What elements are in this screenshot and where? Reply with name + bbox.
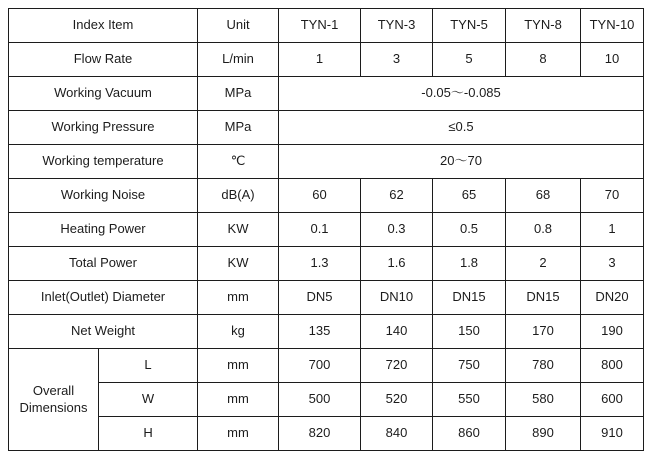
table-row	[9, 77, 644, 111]
unit-cell: mm	[198, 417, 279, 451]
value-cell: 60	[279, 179, 361, 213]
value-cell: 190	[581, 315, 644, 349]
unit-cell: mm	[198, 281, 279, 315]
value-cell: DN10	[361, 281, 433, 315]
spec-table	[8, 8, 644, 451]
header-model-tyn-8: TYN-8	[506, 9, 581, 43]
value-cell: 1.8	[433, 247, 506, 281]
table-row	[9, 417, 644, 451]
header-model-tyn-5: TYN-5	[433, 9, 506, 43]
value-cell: 70	[581, 179, 644, 213]
item-cell: Working temperature	[9, 145, 198, 179]
value-cell: DN15	[433, 281, 506, 315]
value-cell: 2	[506, 247, 581, 281]
value-cell: 3	[361, 43, 433, 77]
dimension-cell: H	[99, 417, 198, 451]
value-cell: 500	[279, 383, 361, 417]
merged-value-cell: ≤0.5	[279, 111, 644, 145]
dimension-cell: W	[99, 383, 198, 417]
table-row	[9, 145, 644, 179]
item-cell: Total Power	[9, 247, 198, 281]
header-unit: Unit	[198, 9, 279, 43]
table-row	[9, 247, 644, 281]
item-cell: Working Vacuum	[9, 77, 198, 111]
header-index-item: Index Item	[9, 9, 198, 43]
item-cell: Heating Power	[9, 213, 198, 247]
item-cell: Net Weight	[9, 315, 198, 349]
value-cell: 840	[361, 417, 433, 451]
value-cell: 720	[361, 349, 433, 383]
value-cell: 750	[433, 349, 506, 383]
value-cell: 780	[506, 349, 581, 383]
value-cell: DN5	[279, 281, 361, 315]
unit-cell: L/min	[198, 43, 279, 77]
value-cell: 0.1	[279, 213, 361, 247]
table-row	[9, 179, 644, 213]
value-cell: 170	[506, 315, 581, 349]
header-row	[9, 9, 644, 43]
unit-cell: MPa	[198, 77, 279, 111]
value-cell: DN20	[581, 281, 644, 315]
value-cell: 550	[433, 383, 506, 417]
table-row	[9, 349, 644, 383]
value-cell: 0.8	[506, 213, 581, 247]
value-cell: 580	[506, 383, 581, 417]
table-row	[9, 43, 644, 77]
value-cell: 1.6	[361, 247, 433, 281]
header-model-tyn-3: TYN-3	[361, 9, 433, 43]
value-cell: 135	[279, 315, 361, 349]
value-cell: 5	[433, 43, 506, 77]
value-cell: 140	[361, 315, 433, 349]
table-row	[9, 111, 644, 145]
value-cell: 62	[361, 179, 433, 213]
value-cell: 700	[279, 349, 361, 383]
value-cell: 800	[581, 349, 644, 383]
value-cell: 1	[279, 43, 361, 77]
value-cell: 600	[581, 383, 644, 417]
value-cell: 3	[581, 247, 644, 281]
table-row	[9, 281, 644, 315]
value-cell: 890	[506, 417, 581, 451]
unit-cell: kg	[198, 315, 279, 349]
merged-value-cell: 20～70	[279, 145, 644, 179]
value-cell: DN15	[506, 281, 581, 315]
unit-cell: MPa	[198, 111, 279, 145]
unit-cell: mm	[198, 349, 279, 383]
value-cell: 910	[581, 417, 644, 451]
merged-value-cell: -0.05～-0.085	[279, 77, 644, 111]
value-cell: 150	[433, 315, 506, 349]
header-model-tyn-1: TYN-1	[279, 9, 361, 43]
value-cell: 0.5	[433, 213, 506, 247]
value-cell: 65	[433, 179, 506, 213]
item-cell: Working Noise	[9, 179, 198, 213]
item-cell: Flow Rate	[9, 43, 198, 77]
table-row	[9, 383, 644, 417]
dimension-cell: L	[99, 349, 198, 383]
unit-cell: dB(A)	[198, 179, 279, 213]
value-cell: 1	[581, 213, 644, 247]
value-cell: 8	[506, 43, 581, 77]
value-cell: 1.3	[279, 247, 361, 281]
value-cell: 10	[581, 43, 644, 77]
table-row	[9, 213, 644, 247]
table-row	[9, 315, 644, 349]
value-cell: 860	[433, 417, 506, 451]
unit-cell: mm	[198, 383, 279, 417]
unit-cell: ℃	[198, 145, 279, 179]
unit-cell: KW	[198, 213, 279, 247]
item-cell: Working Pressure	[9, 111, 198, 145]
unit-cell: KW	[198, 247, 279, 281]
value-cell: 0.3	[361, 213, 433, 247]
item-cell: Inlet(Outlet) Diameter	[9, 281, 198, 315]
value-cell: 68	[506, 179, 581, 213]
value-cell: 820	[279, 417, 361, 451]
header-model-tyn-10: TYN-10	[581, 9, 644, 43]
overall-dimensions-label: Overall Dimensions	[9, 349, 99, 451]
value-cell: 520	[361, 383, 433, 417]
